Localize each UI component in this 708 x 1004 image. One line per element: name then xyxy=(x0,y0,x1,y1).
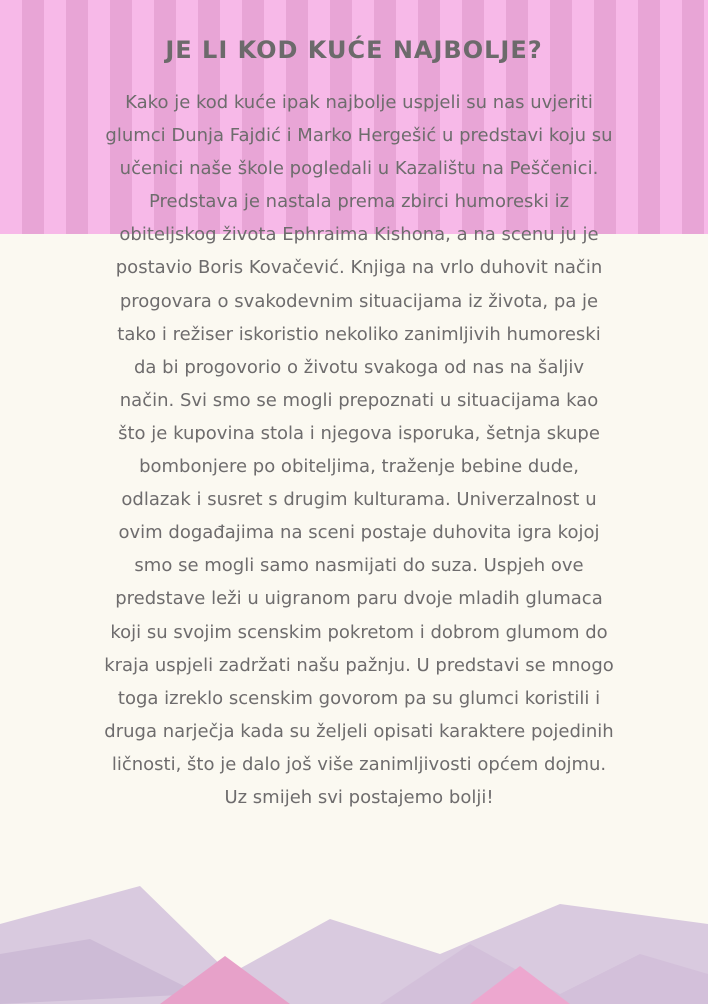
article-title: JE LI KOD KUĆE NAJBOLJE? xyxy=(165,36,543,64)
mountain-decoration xyxy=(0,844,708,1004)
article-body: Kako je kod kuće ipak najbolje uspjeli su nas uvjeriti glumci Dunja Fajdić i Marko Hergešić u predstavi koju su učenici naše škole pogledali u Kazalištu na Peščenici. Predstava je nastala prema zbirci humoreski iz obiteljskog života Ephraima Kishona, a na scenu ju je postavio Boris Kovačević. Knjiga na vrlo duhovit način progovara o svakodevnim situacijama iz života, pa je tako i režiser iskoristio nekoliko zanimljivih humoreski da bi progovorio o životu svakoga od nas na šaljiv način. Svi smo se mogli prepoznati u situacijama kao što je kupovina stola i njegova isporuka, šetnja skupe bombonjere po obiteljima, traženje bebine dude, odlazak i susret s drugim kulturama. Univerzalnost u ovim događajima na sceni postaje duhovita igra kojoj smo se mogli samo nasmijati do suza. Uspjeh ove predstave leži u uigranom paru dvoje mladih glumaca koji su svojim scenskim pokretom i dobrom glumom do kraja uspjeli zadržati našu pažnju. U predstavi se mnogo toga izreklo scenskim govorom pa su glumci koristili i druga narječja kada su željeli opisati karaktere pojedinih ličnosti, što je dalo još više zanimljivosti općem dojmu. Uz smijeh svi postajemo bolji! xyxy=(104,92,614,808)
